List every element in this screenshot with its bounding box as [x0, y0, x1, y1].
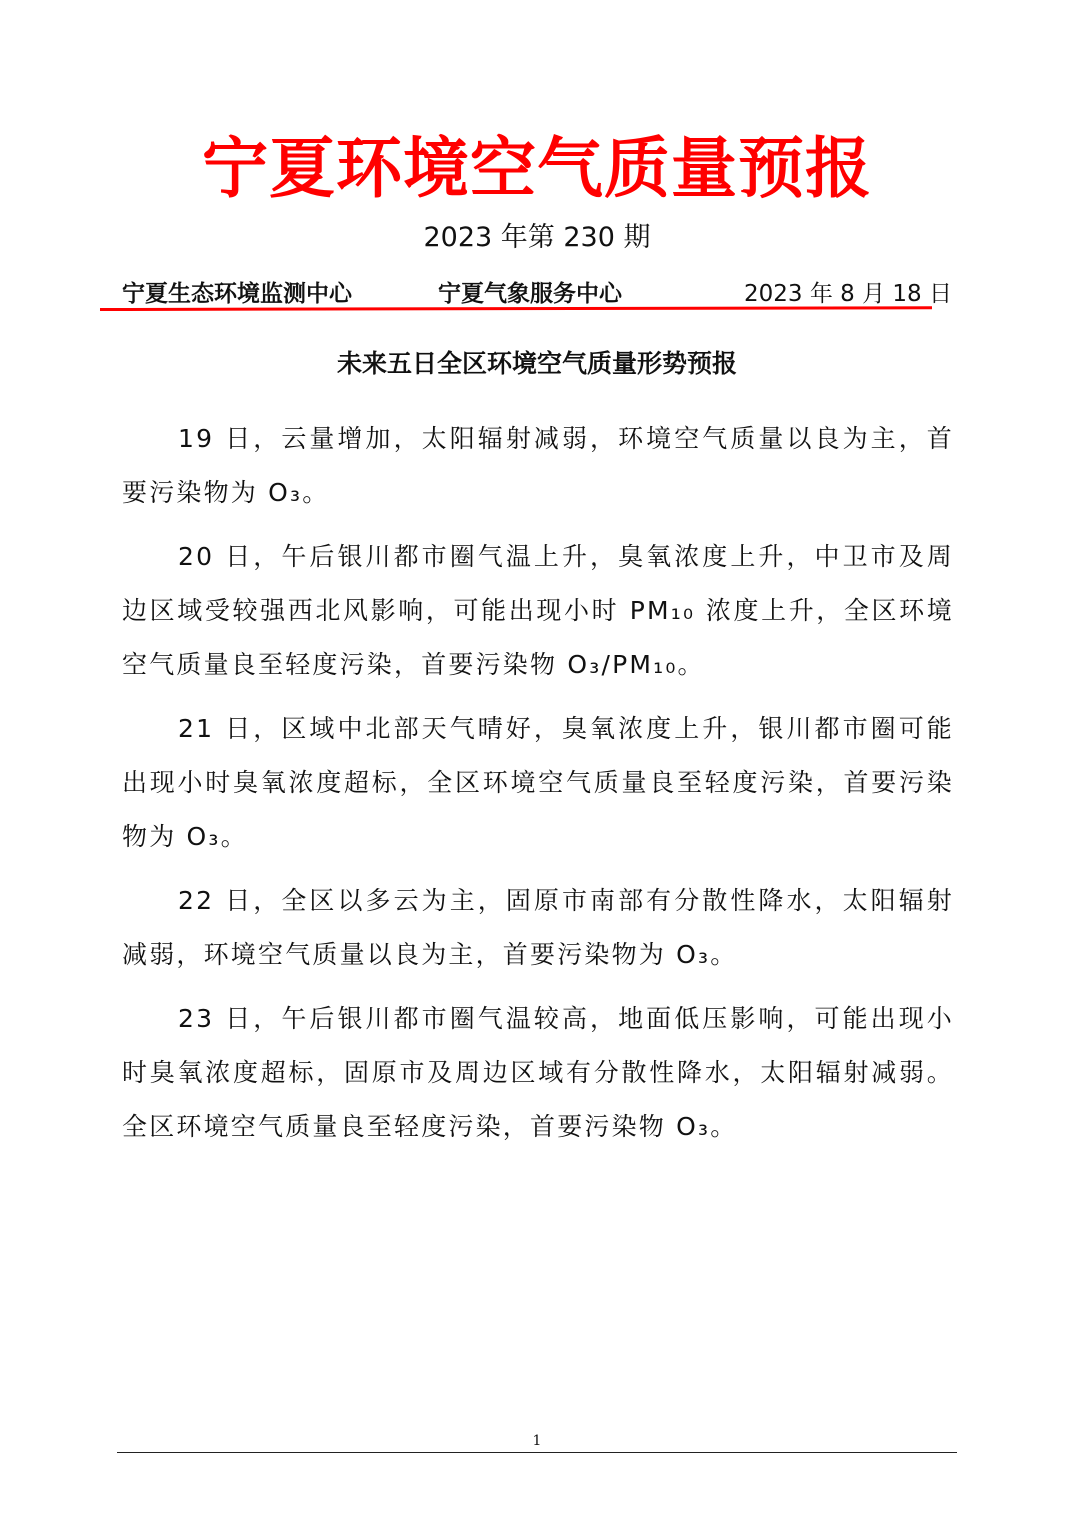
issuer-monitoring-center: 宁夏生态环境监测中心 — [122, 281, 352, 307]
forecast-paragraph-day-22: 22 日，全区以多云为主，固原市南部有分散性降水，太阳辐射减弱，环境空气质量以良为主，首要污染物为 O₃。 — [122, 886, 954, 969]
forecast-paragraph-day-19: 19 日，云量增加，太阳辐射减弱，环境空气质量以良为主，首要污染物为 O₃。 — [122, 424, 954, 507]
forecast-paragraph-day-23: 23 日，午后银川都市圈气温较高，地面低压影响，可能出现小时臭氧浓度超标，固原市及周边区域有分散性降水，太阳辐射减弱。全区环境空气质量良至轻度污染，首要污染物 O₃。 — [122, 1004, 954, 1141]
issue-date: 2023 年 8 月 18 日 — [744, 281, 952, 307]
page-number: 1 — [532, 1433, 542, 1449]
masthead-title: 宁夏环境空气质量预报 — [202, 129, 872, 207]
footer-divider — [117, 1452, 957, 1453]
issue-number: 2023 年第 230 期 — [423, 222, 651, 253]
forecast-paragraph-day-20: 20 日，午后银川都市圈气温上升，臭氧浓度上升，中卫市及周边区域受较强西北风影响，可能出现小时 PM₁₀ 浓度上升，全区环境空气质量良至轻度污染，首要污染物 O₃/PM₁₀。 — [122, 542, 954, 679]
forecast-body — [122, 412, 954, 1164]
section-heading: 未来五日全区环境空气质量形势预报 — [336, 349, 737, 378]
issuer-meteorological-center: 宁夏气象服务中心 — [438, 281, 622, 307]
forecast-paragraph-day-21: 21 日，区域中北部天气晴好，臭氧浓度上升，银川都市圈可能出现小时臭氧浓度超标，全区环境空气质量良至轻度污染，首要污染物为 O₃。 — [122, 714, 954, 851]
